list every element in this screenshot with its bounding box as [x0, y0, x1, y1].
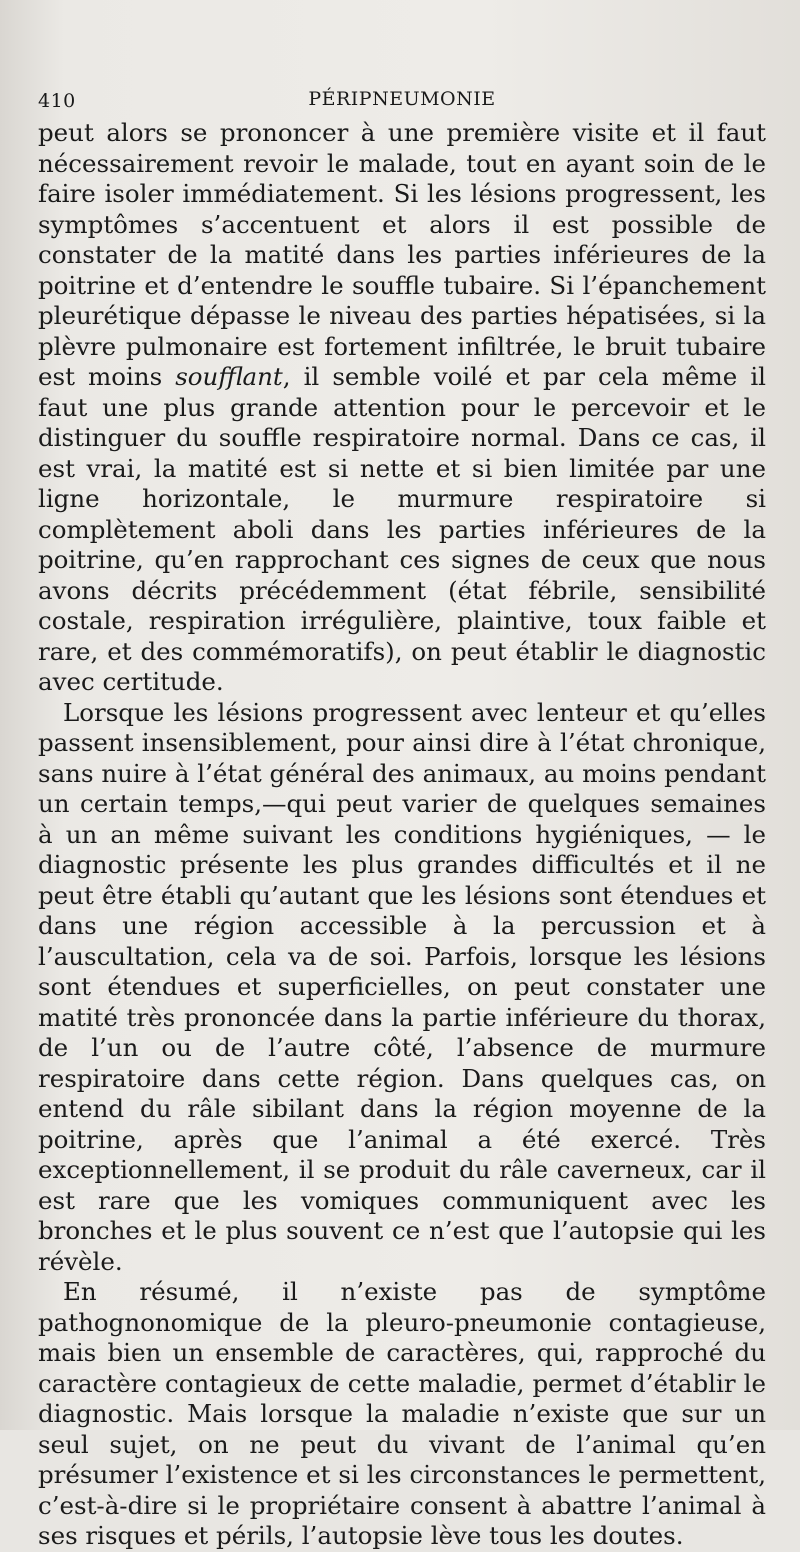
- paragraph-summary: En résumé, il n’existe pas de symptôme pathognonomique de la pleuro-pneumonie contagieuse, mais bien un ensemble de caractères, qui, rapproché du caractère contagieux de cette maladie, permet d’établir le diagnostic. Mais lorsque la maladie n’existe que sur un seul sujet, on ne peut du vivant de l’animal qu’en présumer l’existence et si les circonstances le permettent, c’est-à-dire si le propriétaire consent à abattre l’animal à ses risques et périls, l’autopsie lève tous les doutes.: [38, 1277, 766, 1550]
- body-text: [38, 118, 766, 1552]
- running-head: [38, 82, 766, 118]
- running-title: PÉRIPNEUMONIE: [308, 88, 496, 110]
- emphasized-word: soufflant: [175, 362, 283, 391]
- paragraph-continuation: [38, 118, 766, 698]
- page-number: 410: [38, 90, 76, 112]
- paragraph-text-after-emphasis: , il semble voilé et par cela même il faut une plus grande attention pour le percevoir et le distinguer du souffle respiratoire normal. Dans ce cas, il est vrai, la matité est si nette et si bien limitée par une ligne horizontale, le murmure respiratoire si complètement aboli dans les parties inférieures de la poitrine, qu’en rapprochant ces signes de ceux que nous avons décrits précédemment (état fébrile, sensibilité costale, respiration irrégulière, plaintive, toux faible et rare, et des commémoratifs), on peut établir le diagnostic avec certitude.: [38, 362, 766, 696]
- paragraph-chronic-diagnosis: Lorsque les lésions progressent avec lenteur et qu’elles passent insensiblement, pour ainsi dire à l’état chronique, sans nuire à l’état général des animaux, au moins pendant un certain temps,—qui peut varier de quelques semaines à un an même suivant les conditions hygiéniques, — le diagnostic présente les plus grandes difficultés et il ne peut être établi qu’autant que les lésions sont étendues et dans une région accessible à la percussion et à l’auscultation, cela va de soi. Parfois, lorsque les lésions sont étendues et superficielles, on peut constater une matité très prononcée dans la partie inférieure du thorax, de l’un ou de l’autre côté, l’absence de murmure respiratoire dans cette région. Dans quelques cas, on entend du râle sibilant dans la région moyenne de la poitrine, après que l’animal a été exercé. Très exceptionnellement, il se produit du râle caverneux, car il est rare que les vomiques communiquent avec les bronches et le plus souvent ce n’est que l’autopsie qui les révèle.: [38, 697, 766, 1276]
- paragraph-text-before-emphasis: peut alors se prononcer à une première visite et il faut nécessairement revoir le malade, tout en ayant soin de le faire isoler immédiatement. Si les lésions progressent, les symptômes s’accentuent et alors il est possible de constater de la matité dans les parties inférieures de la poitrine et d’entendre le souffle tubaire. Si l’épanchement pleurétique dépasse le niveau des parties hépatisées, si la plèvre pulmonaire est fortement infiltrée, le bruit tubaire est moins: [38, 118, 766, 391]
